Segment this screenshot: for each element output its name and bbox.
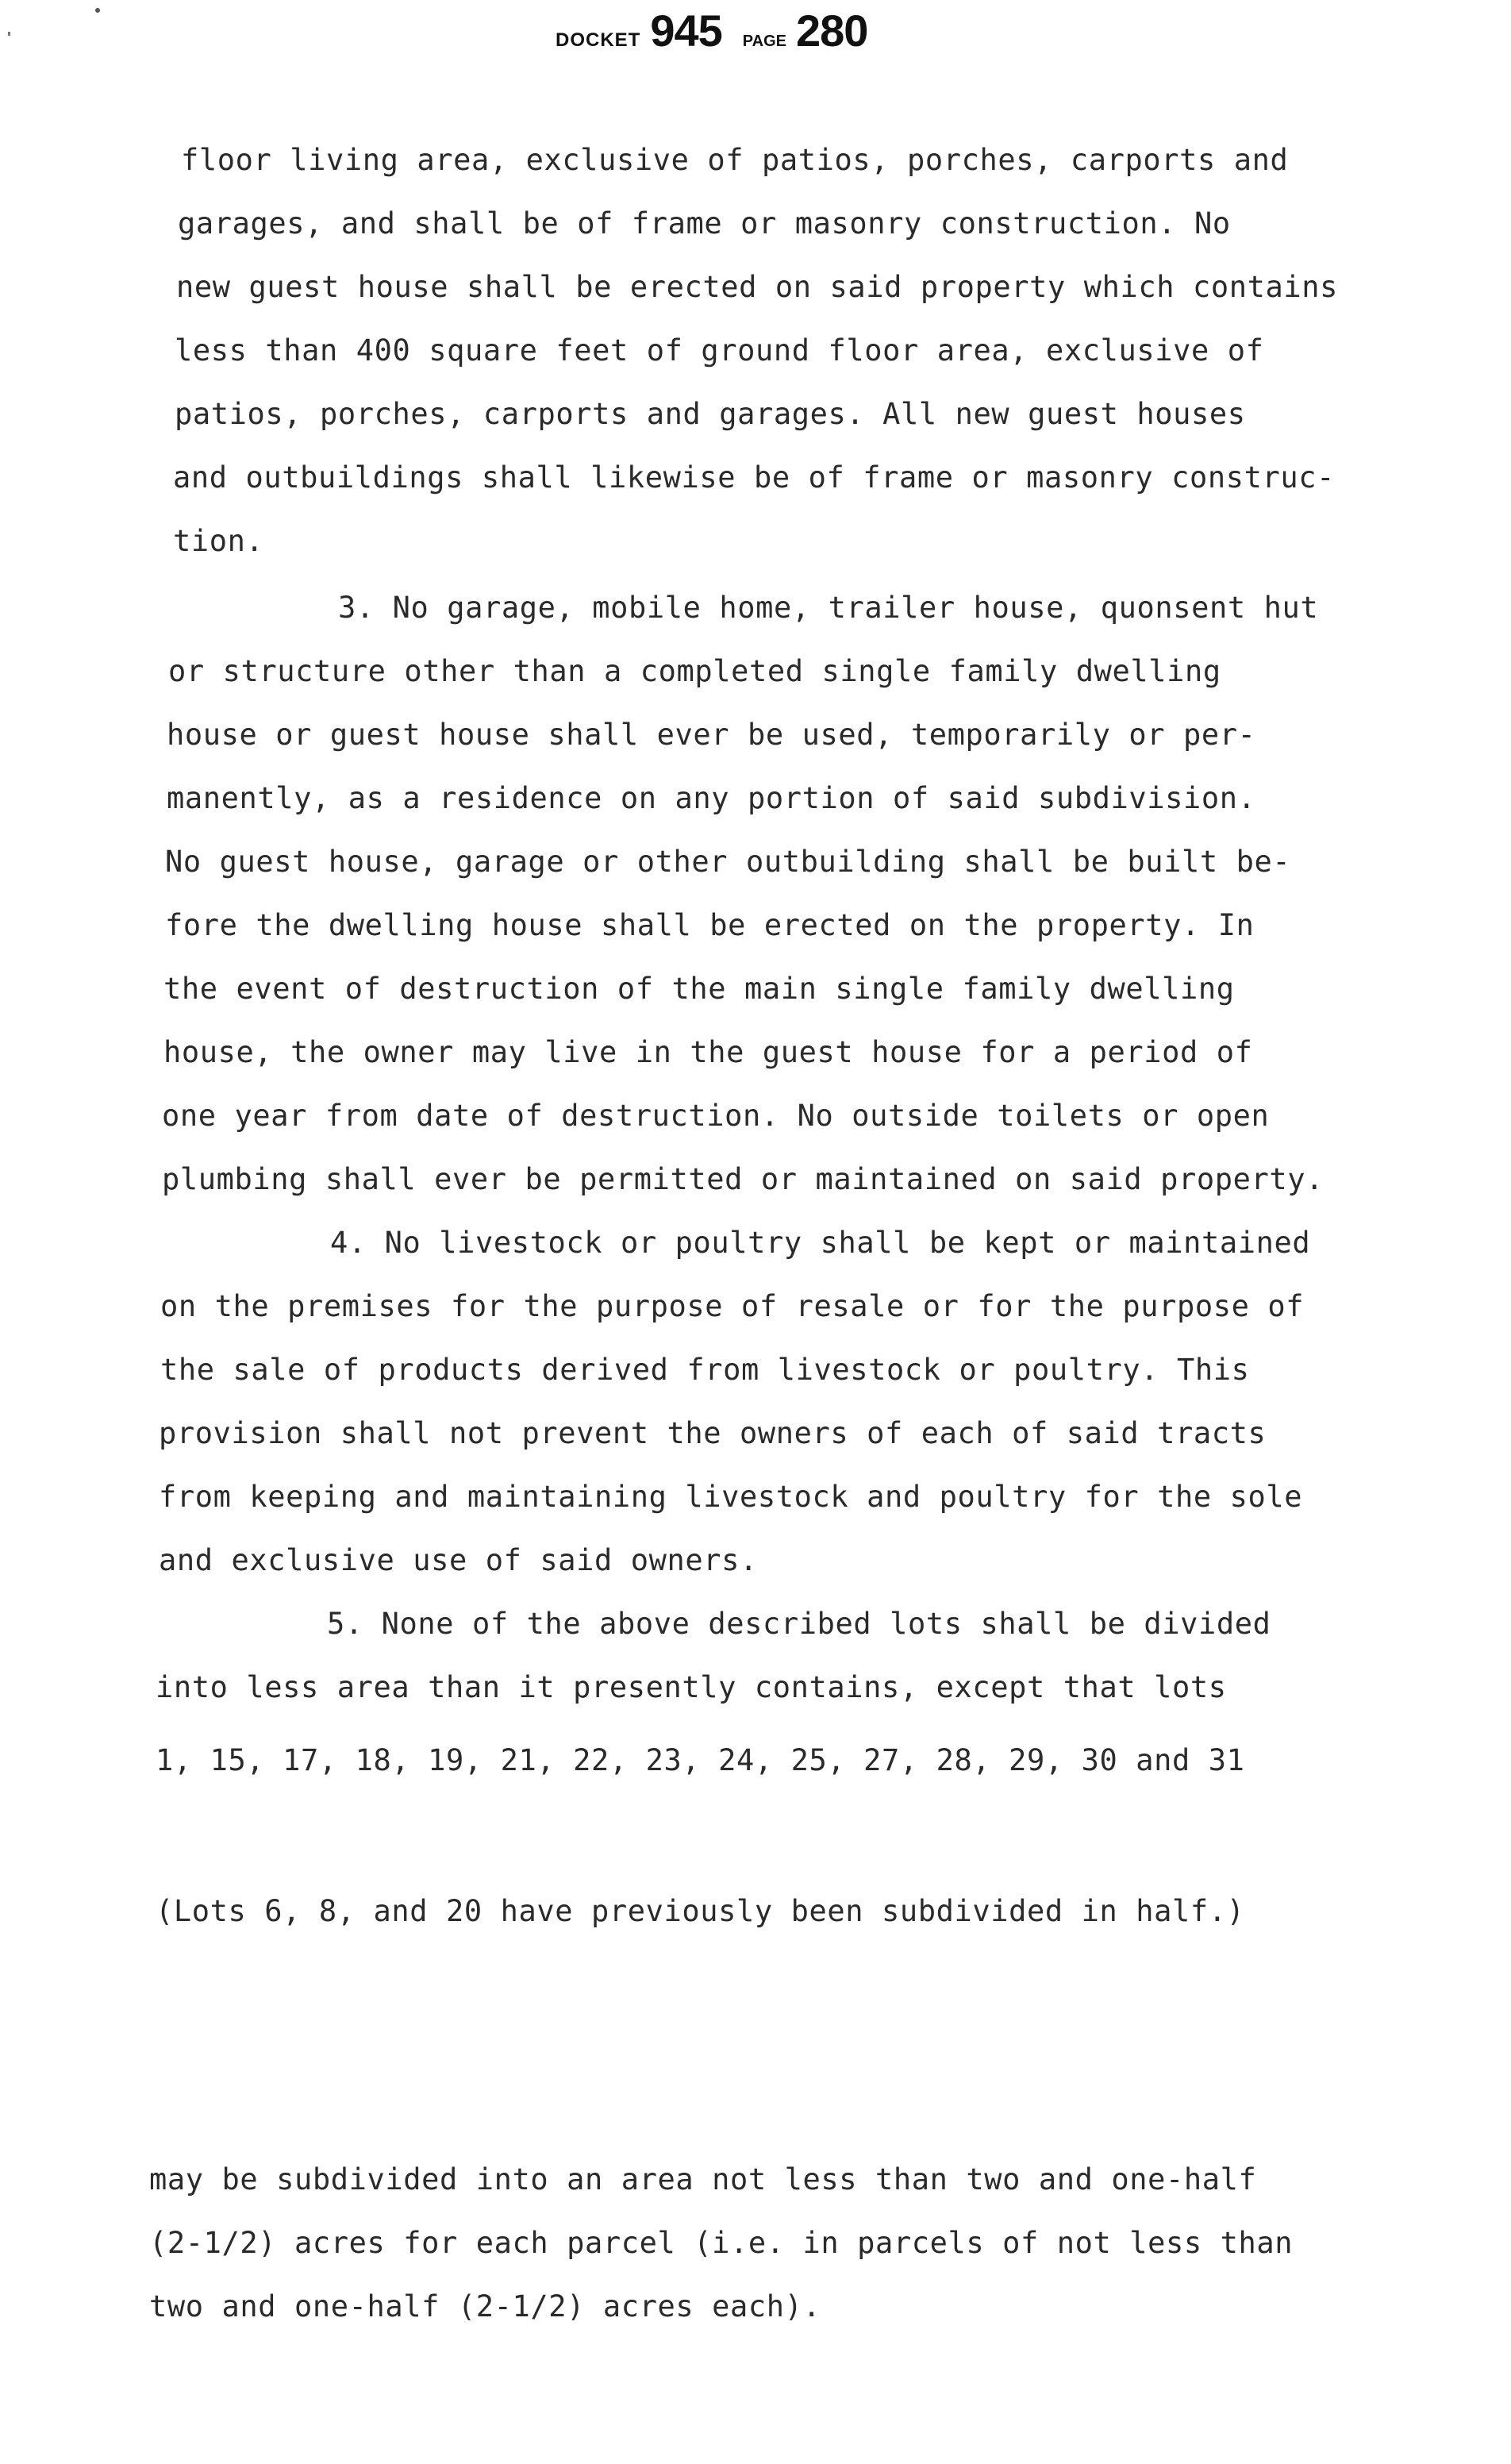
text-line: less than 400 square feet of ground floor area, exclusive of bbox=[175, 333, 1264, 368]
text-line: provision shall not prevent the owners of each of said tracts bbox=[159, 1416, 1267, 1450]
docket-page-stamp bbox=[556, 5, 889, 60]
text-line: patios, porches, carports and garages. All new guest houses bbox=[175, 397, 1246, 431]
lot-numbers-line: 1, 15, 17, 18, 19, 21, 22, 23, 24, 25, 27, 28, 29, 30 and 31 bbox=[156, 1743, 1245, 1777]
text-line: new guest house shall be erected on said property which contains bbox=[176, 270, 1339, 304]
text-line: tion. bbox=[173, 524, 264, 558]
text-line: fore the dwelling house shall be erected on the property. In bbox=[165, 908, 1255, 942]
docket-label: DOCKET bbox=[556, 29, 641, 51]
scan-speck bbox=[95, 8, 100, 13]
text-line: floor living area, exclusive of patios, porches, carports and bbox=[181, 143, 1289, 177]
text-line: 5. None of the above described lots shall be divided bbox=[327, 1607, 1271, 1641]
text-line: manently, as a residence on any portion of said subdivision. bbox=[167, 781, 1256, 815]
text-line: into less area than it presently contains, except that lots bbox=[156, 1670, 1227, 1704]
text-line: 4. No livestock or poultry shall be kept or maintained bbox=[330, 1226, 1311, 1260]
text-line: two and one-half (2-1/2) acres each). bbox=[149, 2289, 821, 2323]
text-line: and outbuildings shall likewise be of frame or masonry construc- bbox=[173, 460, 1336, 495]
text-line: (2-1/2) acres for each parcel (i.e. in parcels of not less than bbox=[149, 2226, 1294, 2260]
text-line: may be subdivided into an area not less than two and one-half bbox=[149, 2162, 1257, 2196]
page-label: PAGE bbox=[742, 33, 786, 50]
text-line: from keeping and maintaining livestock and poultry for the sole bbox=[159, 1480, 1303, 1514]
text-line: No guest house, garage or other outbuilding shall be built be- bbox=[165, 845, 1291, 879]
text-line: or structure other than a completed single family dwelling bbox=[168, 654, 1221, 688]
scan-speck bbox=[8, 32, 10, 36]
docket-number: 945 bbox=[650, 6, 722, 56]
text-line: one year from date of destruction. No outside toilets or open bbox=[162, 1099, 1270, 1133]
text-line: garages, and shall be of frame or masonry construction. No bbox=[178, 206, 1231, 241]
text-line: on the premises for the purpose of resale or for the purpose of bbox=[160, 1289, 1305, 1323]
text-line: the sale of products derived from livestock or poultry. This bbox=[160, 1353, 1250, 1387]
text-line: and exclusive use of said owners. bbox=[159, 1543, 758, 1577]
page-number: 280 bbox=[795, 6, 868, 56]
text-line: house or guest house shall ever be used, temporarily or per- bbox=[167, 718, 1256, 752]
text-line: 3. No garage, mobile home, trailer house, quonsent hut bbox=[338, 591, 1319, 625]
parenthetical-note: (Lots 6, 8, and 20 have previously been subdivided in half.) bbox=[156, 1894, 1245, 1928]
text-line: plumbing shall ever be permitted or maintained on said property. bbox=[162, 1162, 1325, 1196]
text-line: the event of destruction of the main single family dwelling bbox=[163, 972, 1235, 1006]
text-line: house, the owner may live in the guest house for a period of bbox=[163, 1035, 1253, 1069]
